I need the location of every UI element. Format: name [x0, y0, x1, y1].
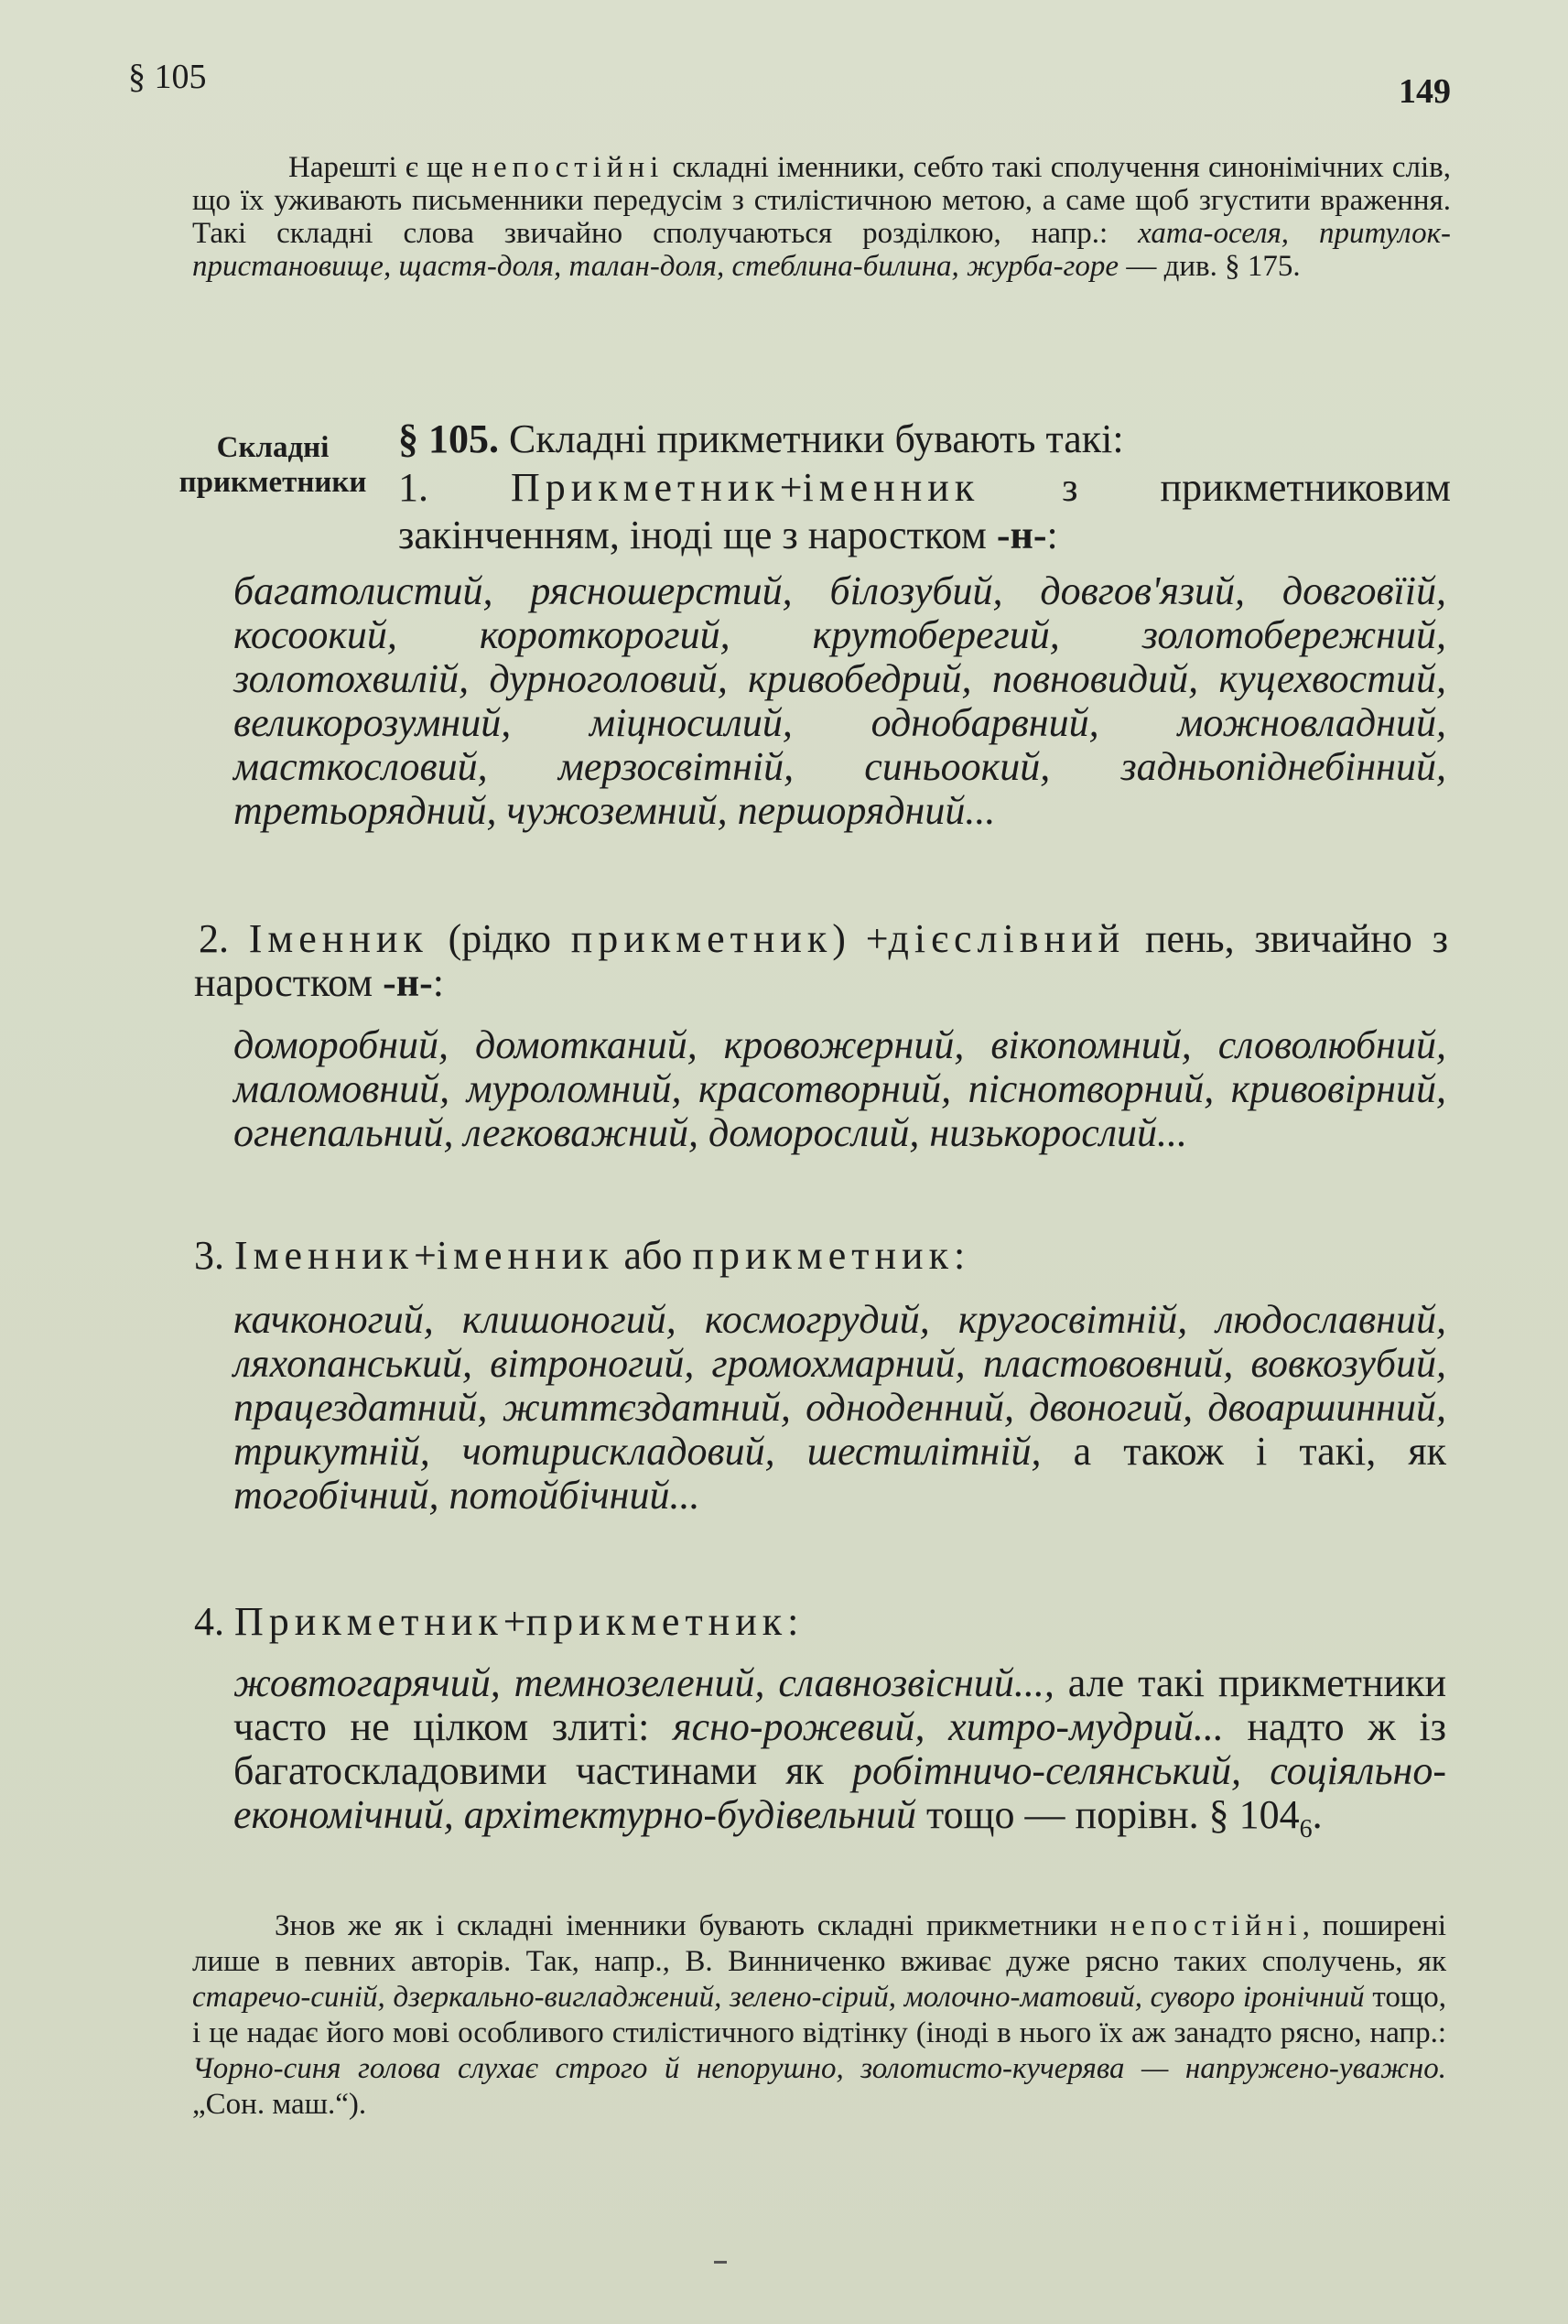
item-2	[194, 917, 1448, 1005]
item2-rest: пень, звичайно з наростком	[194, 916, 1448, 1005]
item2-paren: (рідко	[427, 916, 571, 961]
footnote-it1: старечо-синій, дзеркально-вигладжений, зелено-сірий, молочно-матовий, суворо іронічний	[192, 1981, 1365, 2014]
examples-4-it2: ясно-рожевий, хитро-мудрий...	[673, 1704, 1224, 1749]
intro-examples: хата-оселя, притулок-пристановище, щастя-доля, талан-доля, стеблина-билина, журба-горе	[192, 217, 1451, 283]
item-4	[194, 1600, 1448, 1644]
footnote-it2: Чорно-синя голова слухає строго й непорушно, золотисто-кучерява — напружено-уважно.	[192, 2052, 1446, 2085]
footnote-spaced: непостійні	[1109, 1909, 1303, 1942]
intro-text-3: — див. § 175.	[1119, 250, 1301, 283]
intro-text-1: Нарешті є ще	[288, 151, 472, 184]
bottom-mark	[714, 2261, 727, 2264]
footnote-t3: тощо, і це надає його мові особливого стилістичного відтінку (іноді в нього їх аж занадто рясно, напр.:	[192, 1981, 1446, 2049]
item3-term-a: Іменник	[234, 1233, 415, 1278]
intro-paragraph	[192, 151, 1451, 283]
item1-suffix: -н-	[996, 513, 1047, 557]
examples-4-it3: робітничо-селянський, соціяльно-економічний, архітектурно-будівельний	[233, 1748, 1446, 1837]
item1-term-b: іменник	[802, 465, 980, 510]
item3-number: 3.	[194, 1233, 234, 1278]
item2-paren-end: )	[832, 916, 866, 961]
header-section: § 105	[128, 58, 207, 96]
item2-term-a: Іменник	[248, 916, 428, 961]
section-number: § 105.	[398, 416, 499, 461]
intro-text-2: складні іменники, себто такі сполучення синонімічних слів, що їх уживають письменники передусім з стилістичною метою, а саме щоб згустити враження. Такі складні слова звичайно сполучаються розділкою, напр.:	[192, 151, 1451, 250]
examples-4-t3: тощо — порівн. § 104	[916, 1792, 1300, 1837]
item2-term-b: прикметник	[570, 916, 833, 961]
examples-4-t4: .	[1312, 1792, 1323, 1837]
examples-3	[233, 1298, 1446, 1518]
item3-term-c: прикметник	[692, 1233, 954, 1278]
item4-end: :	[787, 1599, 799, 1644]
examples-4	[233, 1661, 1446, 1852]
item2-end: :	[432, 960, 444, 1005]
item4-term-b: прикметник	[525, 1599, 788, 1644]
examples-3-tail-italic: тогобічний, потойбічний...	[233, 1473, 700, 1518]
examples-4-subscript: 6	[1299, 1814, 1313, 1843]
item1-plus: +	[779, 465, 803, 510]
section-heading	[398, 414, 1451, 559]
item1-number: 1.	[398, 465, 511, 510]
item2-number: 2.	[199, 916, 249, 961]
footnote-t1: Знов же як і складні іменники бувають складні прикметники	[275, 1909, 1110, 1942]
item4-number: 4.	[194, 1599, 234, 1644]
intro-spaced-term: непостійні	[471, 151, 665, 184]
item2-term-c: дієслівний	[888, 916, 1126, 961]
item-3	[194, 1234, 1448, 1278]
examples-3-list: качконогий, клишоногий, космогрудий, кругосвітній, людославний, ляхопанський, вітроногий, громохмарний, пластововний, вовкозубий, працездатний, життєздатний, одноденний, двоногий, двоаршинний, трикутній, чотирискладовий, шестилітній,	[233, 1297, 1446, 1474]
examples-2: доморобний, домотканий, кровожерний, вікопомний, словолюбний, маломовний, муроломний, красотворний, піснотворний, кривовірний, огнепальний, легковажний, доморослий, низькорослий...	[233, 1022, 1446, 1155]
examples-1: багатолистий, рясношерстий, білозубий, довгов'язий, довговїій, косоокий, короткорогий, крутоберегий, золотобережний, золотохвилій, дурноголовий, кривобедрий, повновидий, куцехвостий, великорозумний, міцносилий, однобарвний, можновладний, масткословий, мерзосвітній, синьоокий, задньопіднебінний, третьорядний, чужоземний, першорядний...	[233, 568, 1446, 833]
item4-plus: +	[503, 1599, 526, 1644]
examples-4-t1: але такі прикметники часто не цілком злиті:	[233, 1660, 1447, 1749]
margin-title	[145, 430, 401, 500]
item3-plus: +	[414, 1233, 437, 1278]
item2-suffix: -н-	[383, 960, 433, 1005]
footnote-paragraph	[192, 1908, 1446, 2123]
margin-title-line2: прикметники	[178, 466, 367, 499]
item1-end: :	[1046, 513, 1058, 557]
examples-4-it1: жовтогарячий, темнозелений, славнозвісний...,	[233, 1660, 1054, 1705]
item1-term-a: Прикметник	[510, 465, 780, 510]
section-heading-text: Складні прикметники бувають такі:	[499, 416, 1124, 461]
item3-end: :	[953, 1233, 966, 1278]
examples-3-tail-plain: а також і такі, як	[1041, 1429, 1446, 1474]
item3-term-b: іменник	[436, 1233, 614, 1278]
footnote-t4: „Сон. маш.“).	[192, 2088, 367, 2121]
item1-rest: з прикметниковим закінченням, іноді ще з наростком	[398, 465, 1451, 557]
examples-4-t2: надто ж із багатоскладовими частинами як	[233, 1704, 1446, 1793]
item4-term-a: Прикметник	[234, 1599, 503, 1644]
margin-title-line1: Складні	[216, 431, 330, 464]
item3-mid: або	[613, 1233, 693, 1278]
page-number: 149	[1399, 72, 1451, 111]
item2-plus: +	[865, 916, 889, 961]
footnote-t2: , поширені лише в певних авторів. Так, напр., В. Винниченко вживає дуже рясно таких сполучень, як	[192, 1909, 1446, 1978]
